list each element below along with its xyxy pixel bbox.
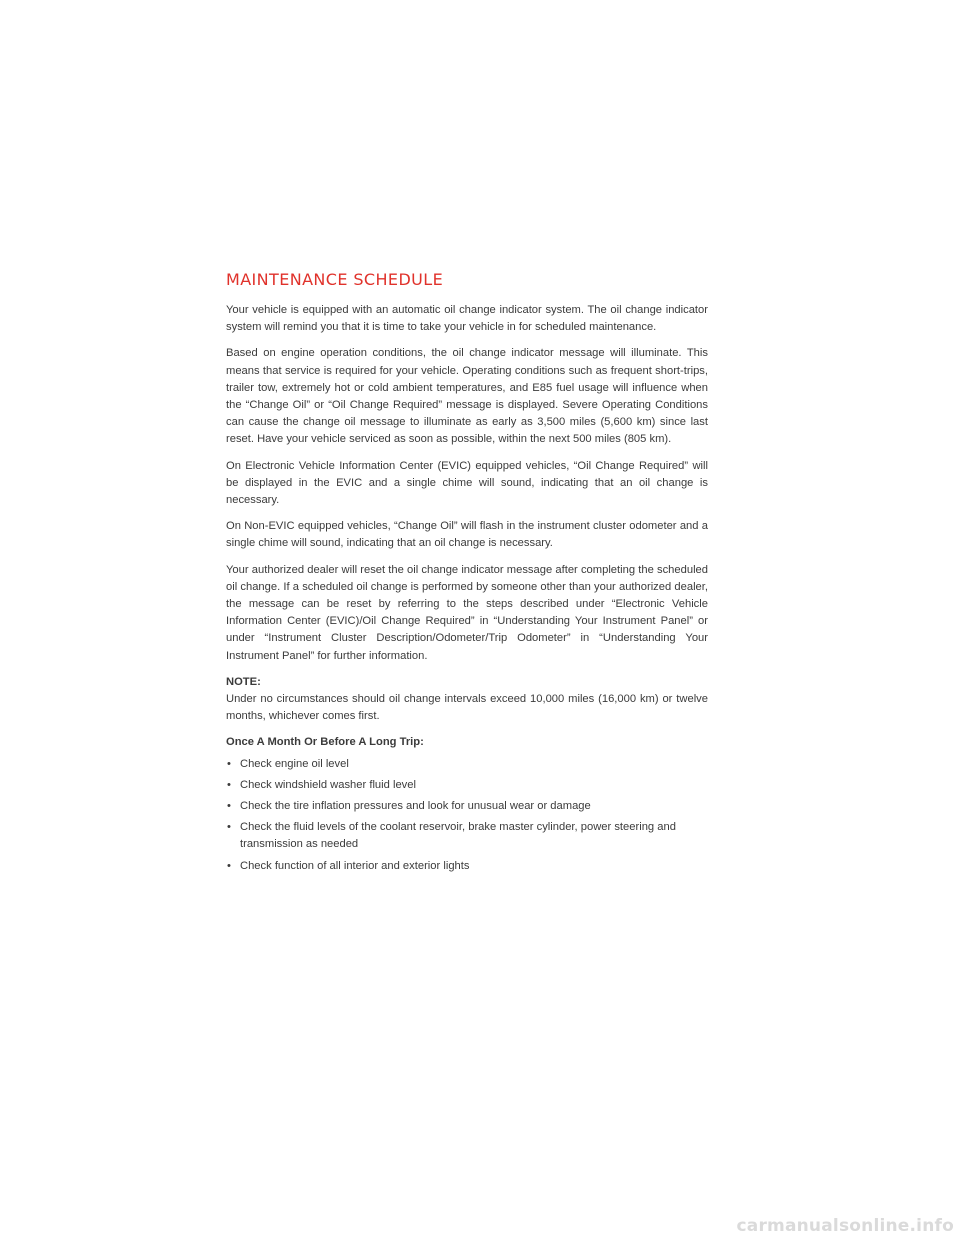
list-item-text: Check the fluid levels of the coolant reservoir, brake master cylinder, power steering and transmission as needed [240,821,676,851]
paragraph-non-evic: On Non-EVIC equipped vehicles, “Change Oil” will flash in the instrument cluster odometer and a single chime will sound, indicating that an oil change is necessary. [226,520,708,550]
list-item-text: Check engine oil level [240,757,349,770]
list-item-text: Check windshield washer fluid level [240,778,416,791]
section-title: MAINTENANCE SCHEDULE [226,270,444,289]
list-item [226,858,708,875]
note-label: NOTE: [226,675,261,688]
list-item [226,756,708,773]
paragraph-dealer-reset: Your authorized dealer will reset the oil change indicator message after completing the scheduled oil change. If a scheduled oil change is performed by someone other than your authorized dealer, the message can be reset by referring to the steps described under “Electronic Vehicle Information Center (EVIC)/Oil Change Required” in “Understanding Your Instrument Panel” or under “Instrument Cluster Description/Odometer/Trip Odometer” in “Understanding Your Instrument Panel” for further information. [226,563,708,662]
list-item-text: Check function of all interior and exterior lights [240,859,470,872]
bullet-icon: • [227,757,231,770]
bullet-icon: • [227,821,231,834]
bullet-icon: • [227,778,231,791]
bullet-icon: • [227,859,231,872]
list-item-text: Check the tire inflation pressures and look for unusual wear or damage [240,800,591,813]
document-content [226,270,708,879]
paragraph-conditions: Based on engine operation conditions, the oil change indicator message will illuminate. This means that service is required for your vehicle. Operating conditions such as frequent short-trips, trailer tow, extremely hot or cold ambient temperatures, and E85 fuel usage will influence when the “Change Oil” or “Oil Change Required” message is displayed. Severe Operating Conditions can cause the change oil message to illuminate as early as 3,500 miles (5,600 km) since last reset. Have your vehicle serviced as soon as possible, within the next 500 miles (805 km). [226,347,708,446]
paragraph-evic: On Electronic Vehicle Information Center (EVIC) equipped vehicles, “Oil Change Required” will be displayed in the EVIC and a single chime will sound, indicating that an oil change is necessary. [226,459,708,507]
list-item [226,819,708,853]
note-text: Under no circumstances should oil change intervals exceed 10,000 miles (16,000 km) or twelve months, whichever comes first. [226,693,708,723]
list-item [226,777,708,794]
bullet-icon: • [227,800,231,813]
checklist [226,756,708,875]
checklist-heading: Once A Month Or Before A Long Trip: [226,736,424,749]
list-item [226,798,708,815]
watermark-logo: carmanualsonline.info [736,1216,954,1236]
paragraph-intro: Your vehicle is equipped with an automatic oil change indicator system. The oil change indicator system will remind you that it is time to take your vehicle in for scheduled maintenance. [226,304,708,334]
note-block [226,674,708,726]
